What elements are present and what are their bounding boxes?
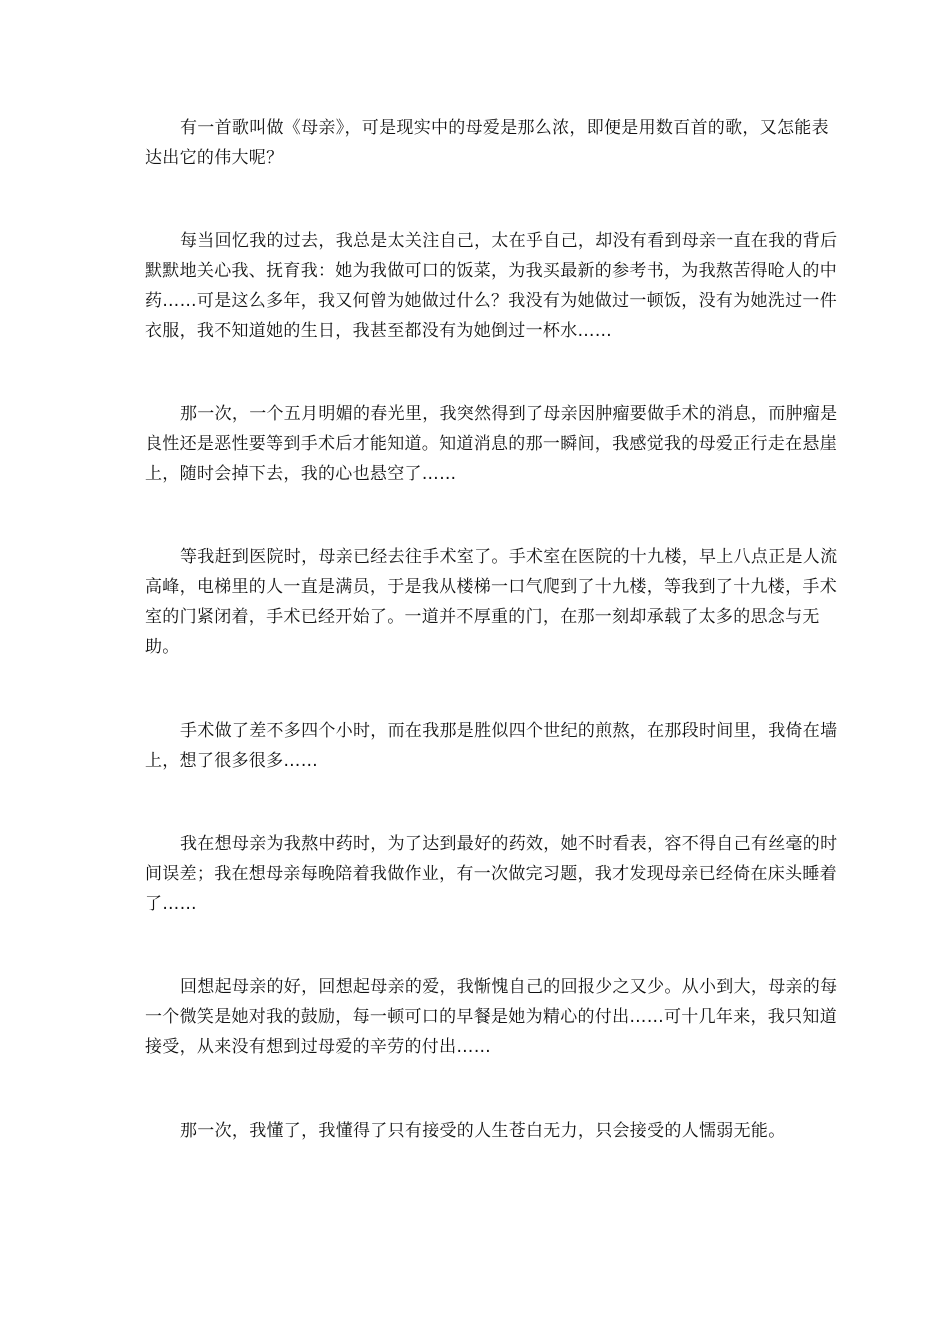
paragraph-2: 每当回忆我的过去，我总是太关注自己，太在乎自己，却没有看到母亲一直在我的背后默默地关心我、抚育我：她为我做可口的饭菜，为我买最新的参考书，为我熬苦得呛人的中药……可是这么多年，我又何曾为她做过什么？我没有为她做过一顿饭，没有为她洗过一件衣服，我不知道她的生日，我甚至都没有为她倒过一杯水…… (145, 231, 838, 341)
paragraph-6: 我在想母亲为我熬中药时，为了达到最好的药效，她不时看表，容不得自己有丝毫的时间误差；我在想母亲每晚陪着我做作业，有一次做完习题，我才发现母亲已经倚在床头睡着了…… (145, 834, 838, 914)
paragraph-1: 有一首歌叫做《母亲》，可是现实中的母爱是那么浓，即便是用数百首的歌，又怎能表达出它的伟大呢？ (145, 118, 829, 168)
paragraph-3: 那一次，一个五月明媚的春光里，我突然得到了母亲因肿瘤要做手术的消息，而肿瘤是良性还是恶性要等到手术后才能知道。知道消息的那一瞬间，我感觉我的母爱正行走在悬崖上，随时会掉下去，我的心也悬空了…… (145, 404, 838, 484)
paragraph-5: 手术做了差不多四个小时，而在我那是胜似四个世纪的煎熬，在那段时间里，我倚在墙上，想了很多很多…… (145, 721, 838, 771)
paragraph-8: 那一次，我懂了，我懂得了只有接受的人生苍白无力，只会接受的人懦弱无能。 (180, 1121, 786, 1141)
paragraph-7: 回想起母亲的好，回想起母亲的爱，我惭愧自己的回报少之又少。从小到大，母亲的每一个微笑是她对我的鼓励，每一顿可口的早餐是她为精心的付出……可十几年来，我只知道接受，从来没有想到过母爱的辛劳的付出…… (145, 977, 838, 1057)
paragraph-4: 等我赶到医院时，母亲已经去往手术室了。手术室在医院的十九楼，早上八点正是人流高峰，电梯里的人一直是满员，于是我从楼梯一口气爬到了十九楼，等我到了十九楼，手术室的门紧闭着，手术已经开始了。一道并不厚重的门，在那一刻却承载了太多的思念与无助。 (145, 547, 838, 657)
